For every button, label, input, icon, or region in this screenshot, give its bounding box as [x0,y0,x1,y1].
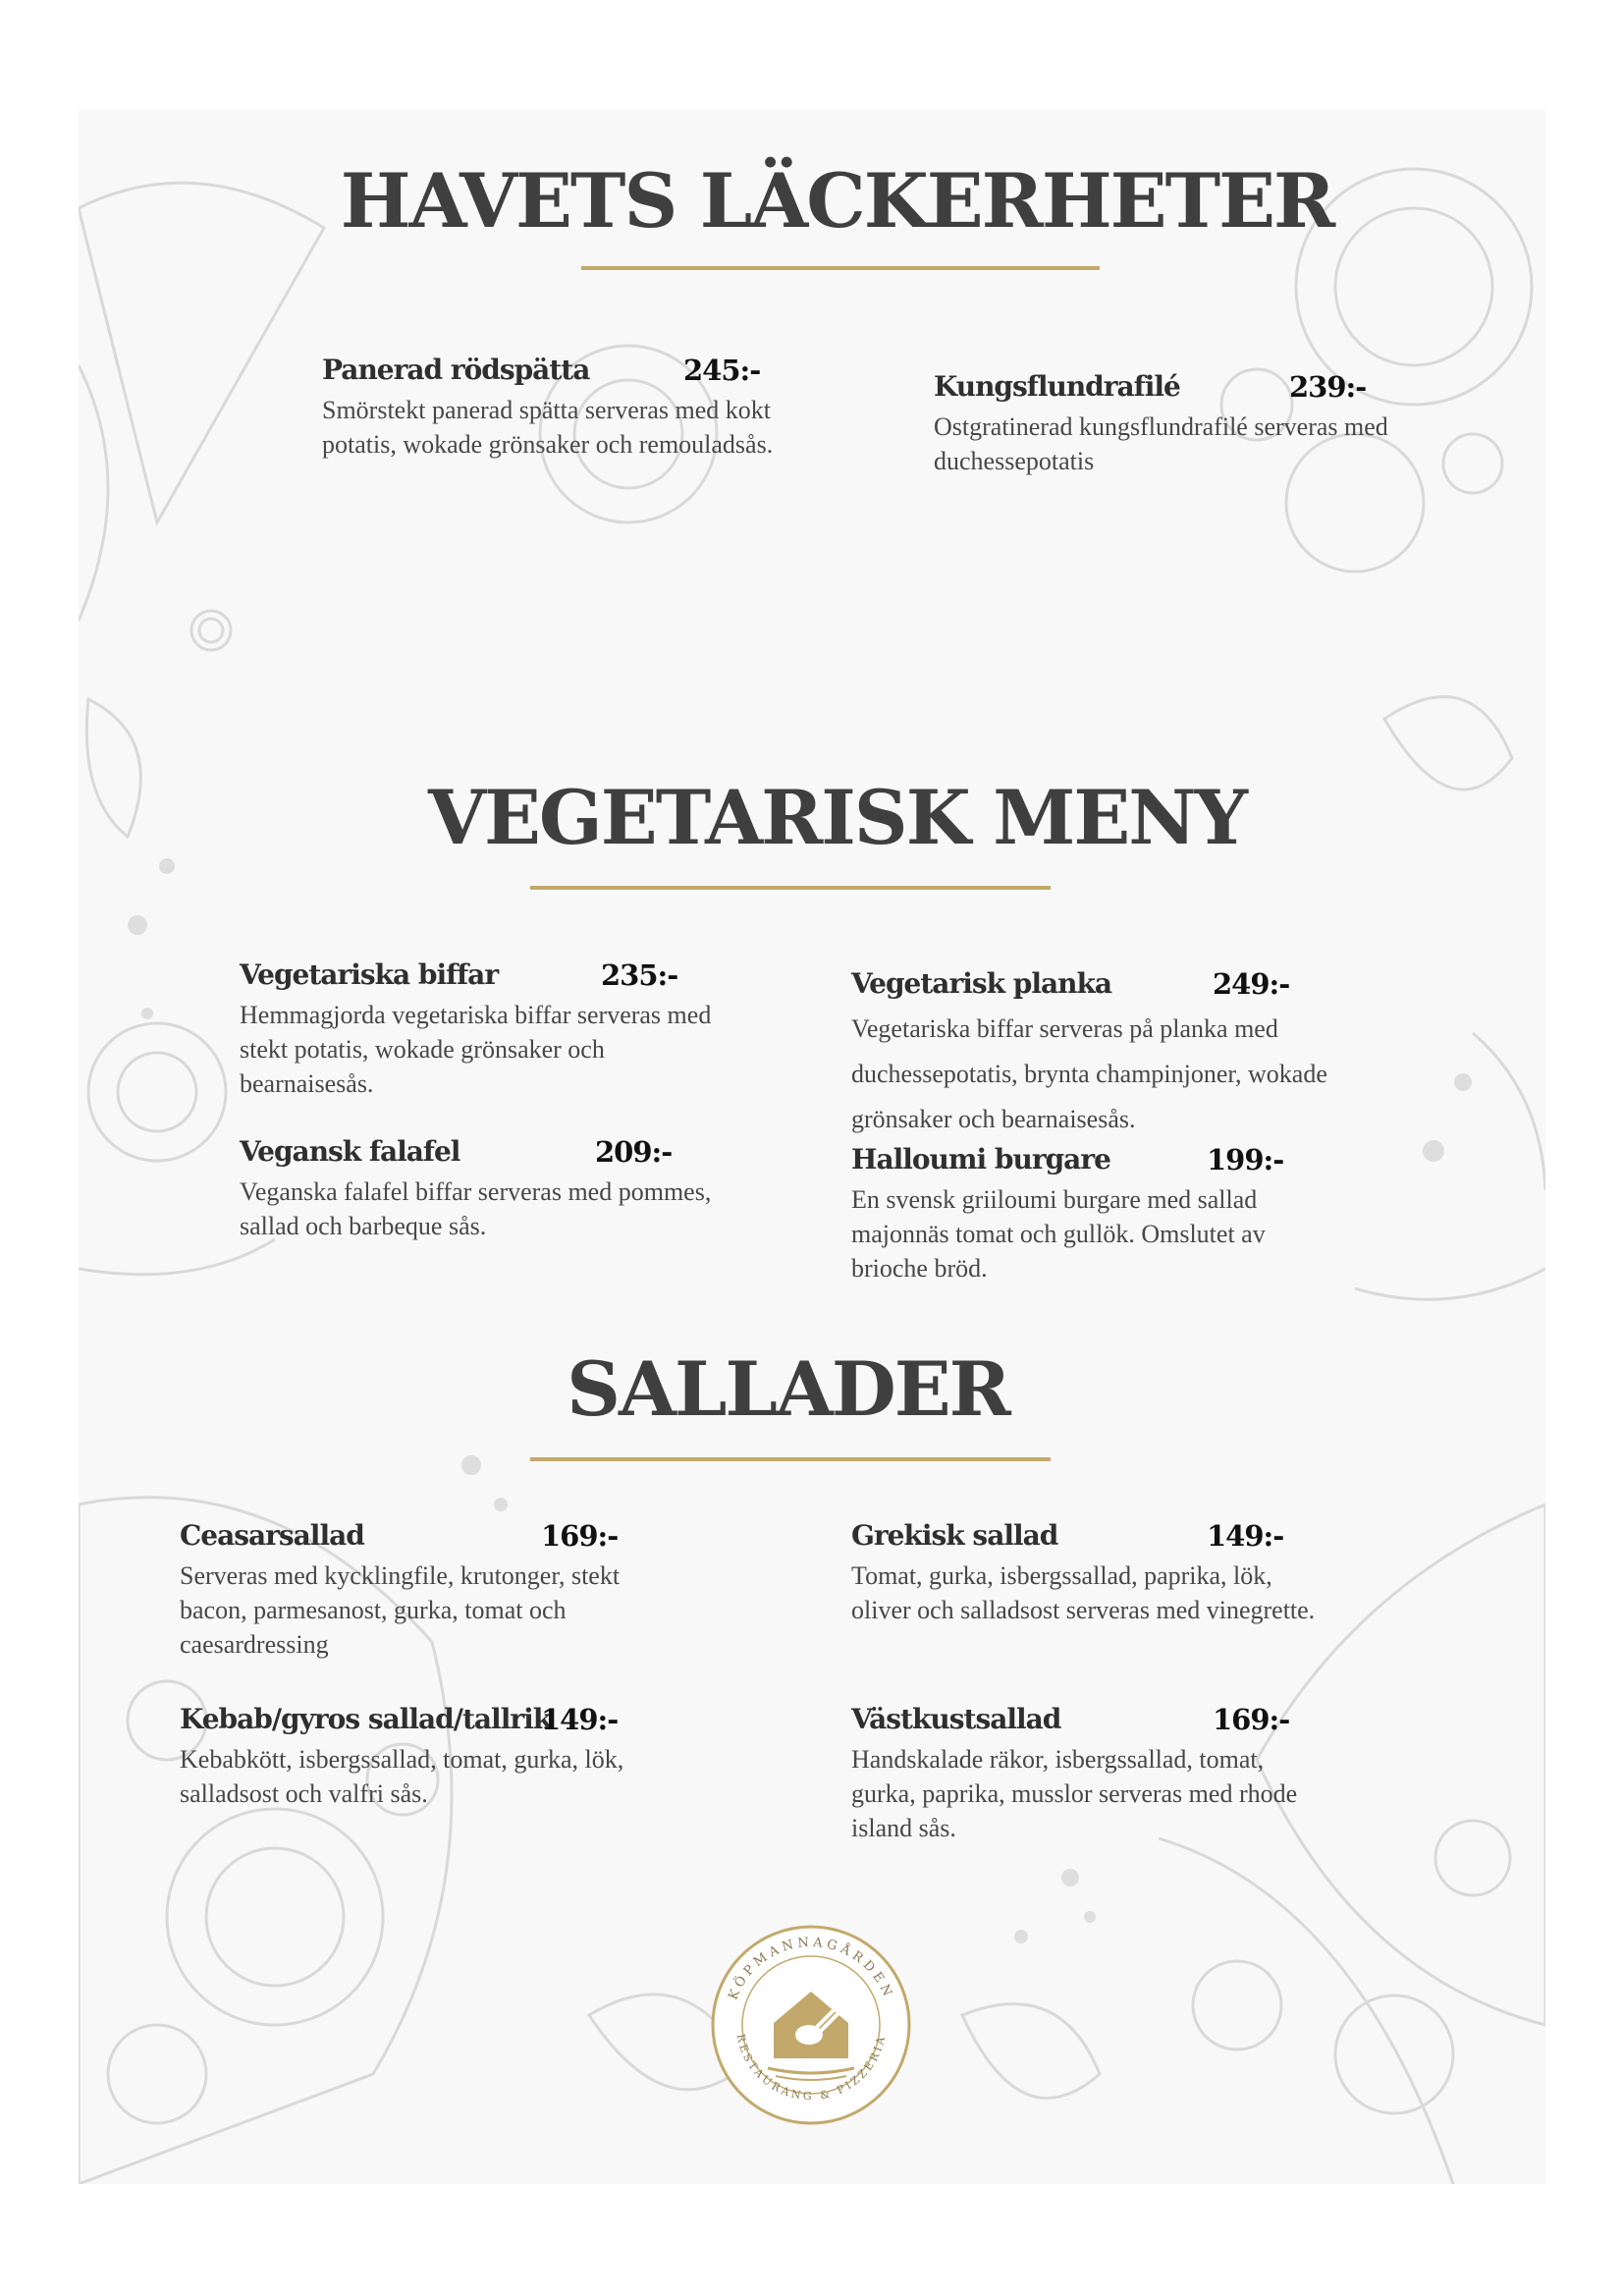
section-divider [530,1457,1051,1461]
rosemary-doodle [79,1239,275,1275]
item-price: 199:- [1207,1143,1284,1176]
section-title-vegetarisk: VEGETARISK MENY [428,774,1246,861]
item-description: Tomat, gurka, isbergssallad, paprika, lök, oliver och salladsost serveras med vinegrette. [851,1561,1316,1624]
menu-item [240,1135,730,1243]
item-price: 169:- [1213,1703,1290,1736]
item-name: Kebab/gyros sallad/tallrik [180,1703,552,1735]
item-name: Grekisk sallad [851,1519,1058,1552]
item-price: 235:- [601,958,678,992]
menu-item [851,1143,1342,1285]
menu-item [322,354,793,462]
item-name: Ceasarsallad [180,1519,364,1552]
item-price: 245:- [683,354,761,387]
item-price: 149:- [541,1703,619,1736]
item-name: Kungsflundrafilé [934,370,1180,403]
item-name: Vegetarisk planka [851,967,1111,1000]
menu-item [851,1519,1323,1627]
item-price: 149:- [1207,1519,1284,1553]
item-price: 209:- [595,1135,673,1169]
item-price: 169:- [541,1519,619,1553]
menu-item [851,967,1342,1142]
item-name: Vegetariska biffar [240,958,499,991]
item-name: Halloumi burgare [851,1143,1110,1175]
item-description: Vegetariska biffar serveras på planka med duchessepotatis, brynta champinjoner, wokade grönsaker och bearnaisesås. [851,1014,1327,1133]
logo-sub-text: RESTAURANG & PIZZERIA [733,2033,889,2104]
menu-item [180,1519,651,1662]
item-description: Ostgratinerad kungsflundrafilé serveras med duchessepotatis [934,412,1388,475]
logo-name-text: KÖPMANNAGÅRDEN [726,1935,896,2002]
item-description: En svensk griiloumi burgare med sallad majonnäs tomat och gullök. Omslutet av brioche bröd. [851,1185,1266,1283]
item-price: 239:- [1289,370,1367,404]
section-divider [530,886,1051,890]
section-title-havets: HAVETS LÄCKERHETER [340,157,1334,245]
item-name: Panerad rödspätta [322,354,590,386]
section-divider [581,266,1100,270]
item-description: Kebabkött, isbergssallad, tomat, gurka, lök, salladsost och valfri sås. [180,1745,624,1808]
menu-item [851,1703,1323,1845]
menu-item [180,1703,651,1811]
item-description: Smörstekt panerad spätta serveras med kokt potatis, wokade grönsaker och remouladsås. [322,396,774,459]
item-name: Vegansk falafel [240,1135,460,1168]
menu-item [934,370,1405,478]
item-description: Veganska falafel biffar serveras med pommes, sallad och barbeque sås. [240,1177,712,1240]
menu-item [240,958,730,1101]
section-title-sallader: SALLADER [567,1345,1009,1433]
item-description: Handskalade räkor, isbergssallad, tomat, gurka, paprika, musslor serveras med rhode island sås. [851,1745,1298,1842]
item-name: Västkustsallad [851,1703,1061,1735]
item-price: 249:- [1213,967,1290,1001]
item-description: Hemmagjorda vegetariska biffar serveras med stekt potatis, wokade grönsaker och bearnaisesås. [240,1001,712,1098]
tomato-doodle [88,1023,226,1161]
item-description: Serveras med kycklingfile, krutonger, stekt bacon, parmesanost, gurka, tomat och caesardressing [180,1561,621,1659]
restaurant-logo [707,1921,915,2129]
